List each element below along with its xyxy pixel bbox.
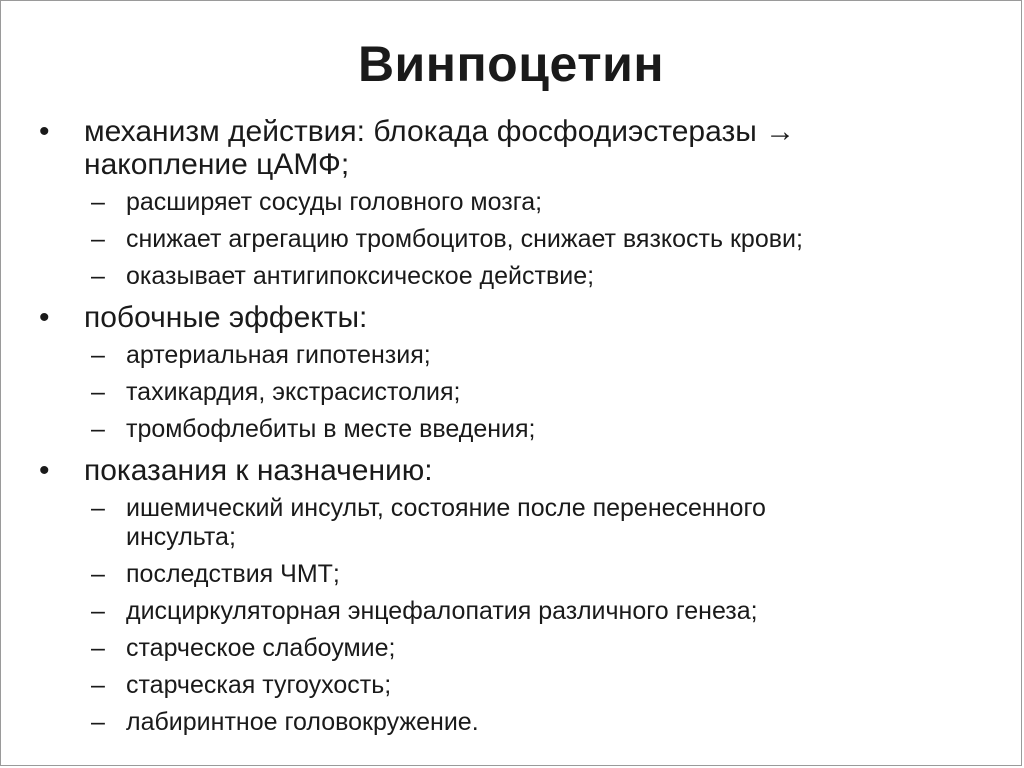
bullet-dot-icon: • [39,115,50,148]
sub-item-text: артериальная гипотензия; [126,341,431,369]
bullet-indications-text: показания к назначению: [84,454,433,487]
sub-item-text: тромбофлебиты в месте введения; [126,415,536,443]
mechanism-sublist [37,188,991,291]
sub-item-text: последствия ЧМТ; [126,560,340,588]
sub-item-text: лабиринтное головокружение. [126,708,479,736]
sub-item [37,188,991,217]
sub-item-text: старческая тугоухость; [126,671,392,699]
sub-item [37,708,991,737]
dash-icon: – [91,634,105,662]
dash-icon: – [91,415,105,443]
sub-item [37,341,991,370]
slide-content [37,115,991,747]
sub-item [37,225,991,254]
sub-item [37,634,991,663]
sub-item [37,378,991,407]
sub-item [37,415,991,444]
slide-title: Винпоцетин [357,36,665,92]
sub-item [37,560,991,589]
sub-item [37,262,991,291]
dash-icon: – [91,262,105,290]
sub-item-text: снижает агрегацию тромбоцитов, снижает вязкость крови; [126,225,803,253]
sub-item-text: ишемический инсульт, состояние после перенесенного [126,494,766,522]
dash-icon: – [91,560,105,588]
bullet-side-effects-text: побочные эффекты: [84,301,368,334]
bullet-mechanism-line1: механизм действия: блокада фосфодиэстеразы → [84,115,796,148]
bullet-mechanism-line2: накопление цАМФ; [84,148,350,181]
indications-sublist [37,494,991,737]
bullet-side-effects [37,301,991,334]
dash-icon: – [91,188,105,216]
sub-item-text: старческое слабоумие; [126,634,396,662]
dash-icon: – [91,671,105,699]
dash-icon: – [91,341,105,369]
sub-item-text: тахикардия, экстрасистолия; [126,378,461,406]
dash-icon: – [91,494,105,522]
dash-icon: – [91,225,105,253]
sub-item-text: оказывает антигипоксическое действие; [126,262,595,290]
sub-item [37,597,991,626]
dash-icon: – [91,708,105,736]
sub-item [37,671,991,700]
sub-item [37,494,991,552]
bullet-dot-icon: • [39,454,50,487]
bullet-mechanism [37,115,991,181]
side-effects-sublist [37,341,991,444]
dash-icon: – [91,597,105,625]
sub-item-text: расширяет сосуды головного мозга; [126,188,543,216]
dash-icon: – [91,378,105,406]
bullet-dot-icon: • [39,301,50,334]
sub-item-text-line2: инсульта; [126,523,236,551]
bullet-indications [37,454,991,487]
sub-item-text: дисциркуляторная энцефалопатия различного генеза; [126,597,758,625]
